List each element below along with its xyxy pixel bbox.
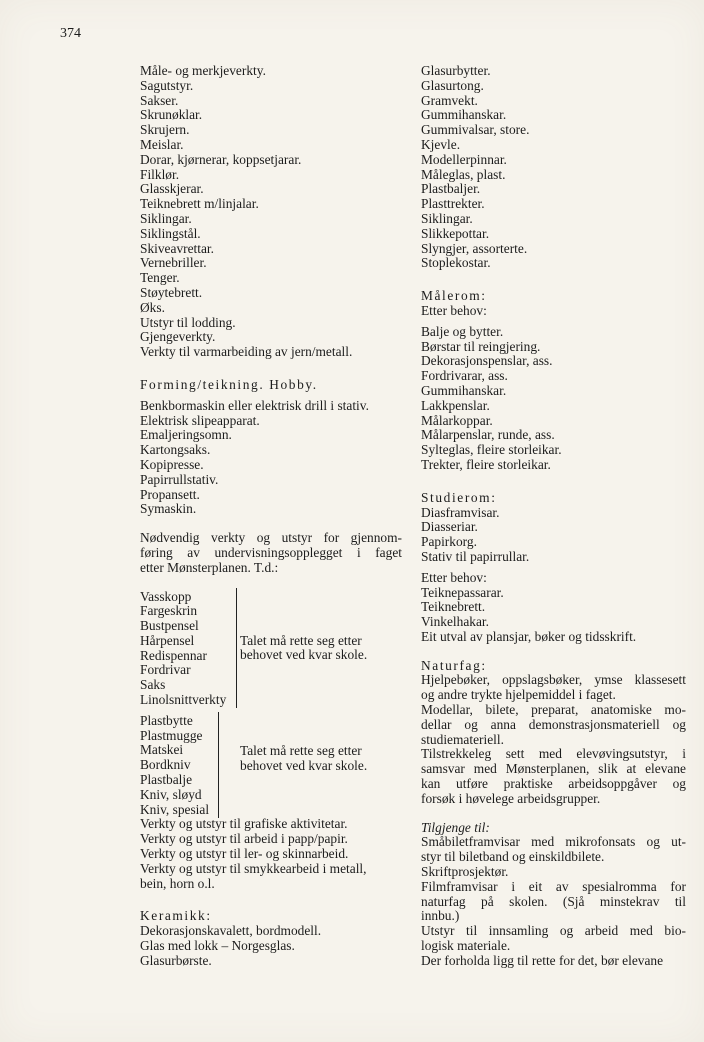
list-item: Meislar. — [140, 136, 184, 152]
list-item: Gramvekt. — [421, 92, 478, 108]
list-item: Vasskopp — [140, 588, 192, 604]
list-item: Teiknebrett. — [421, 599, 486, 615]
list-item: Modellerpinnar. — [421, 151, 507, 167]
paragraph-line: studiemateriell. — [421, 731, 504, 747]
list-item: Stativ til papirrullar. — [421, 548, 530, 564]
paragraph-line: Tilstrekkeleg sett med elevøvingsutstyr, i — [421, 746, 686, 762]
list-item: Måleglas, plast. — [421, 166, 506, 182]
list-item: Vernebriller. — [140, 255, 207, 271]
malerom-subheading: Etter behov: — [421, 302, 487, 318]
list-item: Dorar, kjørnerar, koppsetjarar. — [140, 151, 302, 167]
paragraph-line: Nødvendig verkty og utstyr for gjennom- — [140, 530, 402, 546]
list-item: Redispennar — [140, 647, 207, 663]
naturfag-paragraph-2 — [421, 703, 686, 747]
list-item: Lakkpenslar. — [421, 397, 490, 413]
forming-list — [140, 399, 402, 517]
list-item: Kniv, sløyd — [140, 786, 202, 802]
list-item: Matskei — [140, 742, 184, 758]
paragraph-line: dellar og anna demonstrasjonsmateriell og — [421, 716, 686, 732]
list-item: Plasttrekter. — [421, 196, 485, 212]
list-item: Diasseriar. — [421, 519, 478, 535]
list-item: Skrujern. — [140, 122, 190, 138]
note-line: Talet må rette seg etter — [240, 632, 362, 648]
list-item: Kniv, spesial — [140, 801, 210, 817]
paragraph-line: Hjelpebøker, oppslagsbøker, ymse klassesett — [421, 672, 686, 688]
after-list — [140, 817, 402, 891]
list-item: Gummivalsar, store. — [421, 122, 530, 138]
tilgjenge-line-2: Skriftprosjektør. — [421, 864, 509, 880]
paragraph-line: føring av undervisningsopplegget i faget — [140, 544, 402, 560]
note-line: Talet må rette seg etter — [240, 742, 362, 758]
bracket-2 — [218, 712, 219, 818]
list-item: Glasurtong. — [421, 77, 484, 93]
list-item: Kjevle. — [421, 136, 461, 152]
list-item: Gummihanskar. — [421, 382, 507, 398]
list-item: Målarkoppar. — [421, 412, 493, 428]
list-item: Gummihanskar. — [421, 107, 507, 123]
paragraph-line: etter Mønsterplanen. T.d.: — [140, 559, 279, 575]
tools-list — [140, 64, 402, 360]
list-item: Glasurbytter. — [421, 63, 491, 78]
list-item: Verkty og utstyr til smykkearbeid i metall, — [140, 860, 367, 876]
necessary-paragraph — [140, 531, 402, 575]
list-item: Børstar til reingjering. — [421, 338, 541, 354]
list-item: Teiknepassarar. — [421, 584, 504, 600]
list-item: Siklingar. — [140, 210, 192, 226]
list-item: Støytebrett. — [140, 284, 203, 300]
list-item: Saks — [140, 677, 166, 693]
paragraph-line: kan utføre praktiske arbeidsoppgåver og — [421, 776, 686, 792]
list-item: Utstyr til lodding. — [140, 314, 236, 330]
etter-behov-list — [421, 571, 686, 645]
list-item: Papirrullstativ. — [140, 471, 219, 487]
list-item: Verkty og utstyr til ler- og skinnarbeid. — [140, 846, 349, 862]
list-item: Balje og bytter. — [421, 323, 504, 339]
list-item: Hårpensel — [140, 632, 195, 648]
paragraph-line: forsøk i høvelege arbeidsgrupper. — [421, 790, 601, 806]
studierom-list — [421, 506, 686, 565]
section-heading-forming: Forming/teikning. Hobby. — [140, 376, 318, 392]
bracket-group-2 — [140, 714, 402, 818]
group-2-note — [240, 744, 367, 774]
list-item: Glas med lokk – Norgesglas. — [140, 938, 295, 954]
bracket-1 — [236, 588, 237, 708]
section-heading-keramikk: Keramikk: — [140, 908, 212, 924]
list-item: Glasurbørste. — [140, 952, 212, 968]
list-item: Verkty til varmarbeiding av jern/metall. — [140, 344, 353, 360]
list-item: Siklingar. — [421, 210, 473, 226]
list-item: Målarpenslar, runde, ass. — [421, 427, 555, 443]
list-item: Siklingstål. — [140, 225, 201, 241]
section-heading-malerom: Målerom: — [421, 288, 487, 304]
list-item: Fargeskrin — [140, 603, 198, 619]
paragraph-line: Filmframvisar i eit av spesialromma for — [421, 878, 686, 894]
list-item: Plastbalje — [140, 772, 193, 788]
naturfag-paragraph-3 — [421, 747, 686, 806]
paragraph-line: og andre trykte hjelpemiddel i faget. — [421, 687, 616, 703]
bracket-group-1 — [140, 590, 402, 708]
note-line: behovet ved kvar skole. — [240, 757, 368, 773]
list-item: Papirkorg. — [421, 534, 477, 550]
note-line: behovet ved kvar skole. — [240, 647, 368, 663]
list-item: Plastbaljer. — [421, 181, 481, 197]
list-item: bein, horn o.l. — [140, 875, 215, 891]
paragraph-line: Modellar, bilete, preparat, anatomiske mo- — [421, 702, 686, 718]
tilgjenge-paragraph-4 — [421, 924, 686, 954]
list-item: Filklør. — [140, 166, 180, 182]
list-item: Glasskjerar. — [140, 181, 204, 197]
paragraph-line: Småbiletframvisar med mikrofonsats og ut- — [421, 834, 686, 850]
tilgjenge-heading: Tilgjenge til: — [421, 819, 490, 835]
list-item: Verkty og utstyr til grafiske aktivitetar. — [140, 816, 348, 832]
list-item: Trekter, fleire storleikar. — [421, 456, 551, 472]
list-item: Symaskin. — [140, 501, 197, 517]
list-item: Plastbytte — [140, 712, 193, 728]
list-item: Slikkepottar. — [421, 225, 490, 241]
list-item: Vinkelhakar. — [421, 614, 489, 630]
list-item: Fordrivarar, ass. — [421, 368, 508, 384]
list-item: Kartongsaks. — [140, 442, 211, 458]
paragraph-line: Utstyr til innsamling og arbeid med bio- — [421, 923, 686, 939]
glasur-list — [421, 64, 686, 271]
list-item: Verkty og utstyr til arbeid i papp/papir. — [140, 831, 348, 847]
list-item: Sagutstyr. — [140, 77, 194, 93]
list-item: Diasframvisar. — [421, 504, 500, 520]
page-number: 374 — [60, 26, 81, 41]
list-item: Kopipresse. — [140, 456, 204, 472]
list-item: Propansett. — [140, 486, 200, 502]
list-item: Bustpensel — [140, 618, 199, 634]
list-item: Etter behov: — [421, 569, 487, 585]
list-item: Dekorasjonspenslar, ass. — [421, 353, 553, 369]
list-item: Bordkniv — [140, 757, 191, 773]
list-item: Eit utval av plansjar, bøker og tidsskrift. — [421, 628, 637, 644]
list-item: Plastmugge — [140, 727, 203, 743]
tilgjenge-paragraph-1 — [421, 835, 686, 865]
paragraph-line: styr til biletband og einskildbilete. — [421, 849, 605, 865]
paragraph-line: logisk materiale. — [421, 938, 511, 954]
group-1-note — [240, 634, 367, 664]
list-item: Dekorasjonskavalett, bordmodell. — [140, 923, 322, 939]
list-item: Tenger. — [140, 270, 180, 286]
list-item: Måle- og merkjeverkty. — [140, 63, 266, 78]
section-heading-naturfag: Naturfag: — [421, 657, 487, 673]
paragraph-line: naturfag på skolen. (Sjå minstekrav til — [421, 893, 686, 909]
list-item: Teiknebrett m/linjalar. — [140, 196, 259, 212]
naturfag-paragraph-1 — [421, 673, 686, 703]
list-item: Skrunøklar. — [140, 107, 203, 123]
left-column — [140, 64, 402, 969]
paragraph-line: samsvar med Mønsterplanen, slik at elevane — [421, 761, 686, 777]
list-item: Elektrisk slipeapparat. — [140, 412, 260, 428]
list-item: Sylteglas, fleire storleikar. — [421, 442, 562, 458]
paragraph-line: innbu.) — [421, 908, 460, 924]
right-column — [421, 64, 686, 969]
list-item: Emaljeringsomn. — [140, 427, 232, 443]
list-item: Slyngjer, assorterte. — [421, 240, 528, 256]
list-item: Gjengeverkty. — [140, 329, 216, 345]
malerom-list — [421, 325, 686, 473]
list-item: Benkbormaskin eller elektrisk drill i stativ. — [140, 397, 369, 413]
keramikk-list — [140, 924, 402, 968]
section-heading-studierom: Studierom: — [421, 489, 497, 505]
list-item: Linolsnittverkty — [140, 692, 227, 708]
list-item: Skiveavrettar. — [140, 240, 214, 256]
list-item: Fordrivar — [140, 662, 191, 678]
list-item: Sakser. — [140, 92, 179, 108]
tilgjenge-last-line: Der forholda ligg til rette for det, bør elevane — [421, 952, 664, 968]
list-item: Stoplekostar. — [421, 255, 491, 271]
list-item: Øks. — [140, 299, 165, 315]
tilgjenge-paragraph-3 — [421, 880, 686, 924]
